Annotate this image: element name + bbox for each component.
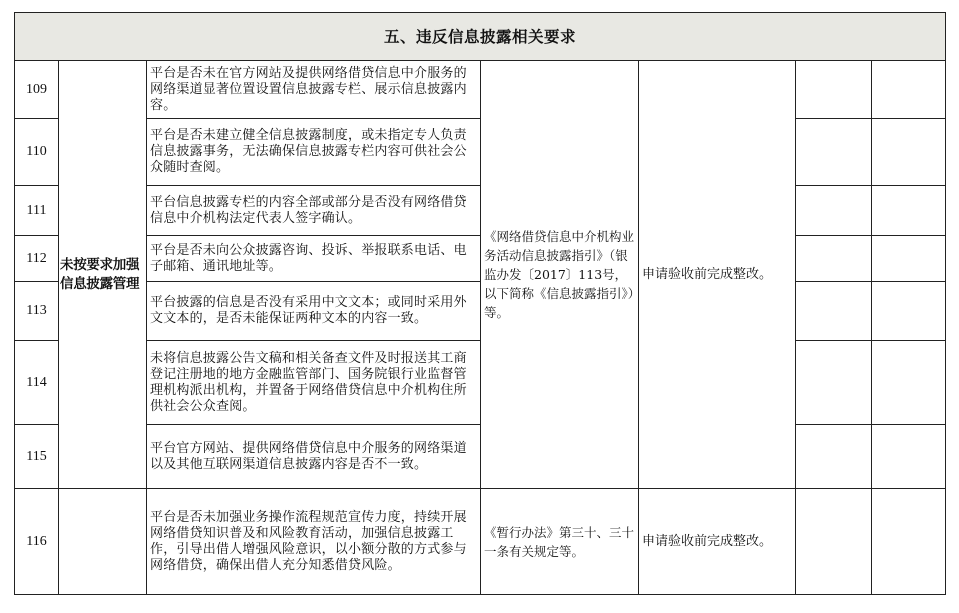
blank-cell [872,489,946,595]
blank-cell [796,186,872,236]
blank-cell [872,282,946,341]
table-row [15,489,946,595]
row-number: 113 [15,282,59,341]
blank-cell [796,61,872,119]
check-item: 平台信息披露专栏的内容全部或部分是否没有网络借贷信息中介机构法定代表人签字确认。 [147,186,481,236]
check-item: 平台披露的信息是否没有采用中文文本；或同时采用外文文本的，是否未能保证两种文本的内容一致。 [147,282,481,341]
section-title: 五、违反信息披露相关要求 [15,13,946,61]
blank-cell [872,425,946,489]
table-row [15,61,946,119]
check-item: 平台是否未在官方网站及提供网络借贷信息中介服务的网络渠道显著位置设置信息披露专栏、展示信息披露内容。 [147,61,481,119]
blank-cell [796,425,872,489]
legal-basis: 《网络借贷信息中介机构业务活动信息披露指引》（银监办发〔2017〕113号，以下简称《信息披露指引》）等。 [481,61,639,489]
blank-cell [872,341,946,425]
row-number: 115 [15,425,59,489]
check-item: 平台官方网站、提供网络借贷信息中介服务的网络渠道以及其他互联网渠道信息披露内容是否不一致。 [147,425,481,489]
checklist-document [14,12,945,595]
legal-basis: 《暂行办法》第三十、三十一条有关规定等。 [481,489,639,595]
check-item: 平台是否未建立健全信息披露制度，或未指定专人负责信息披露事务，无法确保信息披露专栏内容可供社会公众随时查阅。 [147,119,481,186]
category-cell-empty [59,489,147,595]
rectification-requirement: 申请验收前完成整改。 [639,489,796,595]
row-number: 109 [15,61,59,119]
row-number: 110 [15,119,59,186]
blank-cell [796,236,872,282]
table-row [15,186,946,236]
rectification-table [14,12,946,595]
table-row [15,425,946,489]
row-number: 116 [15,489,59,595]
row-number: 112 [15,236,59,282]
blank-cell [872,61,946,119]
row-number: 114 [15,341,59,425]
blank-cell [796,341,872,425]
blank-cell [796,489,872,595]
check-item: 平台是否未向公众披露咨询、投诉、举报联系电话、电子邮箱、通讯地址等。 [147,236,481,282]
check-item: 平台是否未加强业务操作流程规范宣传力度，持续开展网络借贷知识普及和风险教育活动，加强信息披露工作，引导出借人增强风险意识，以小额分散的方式参与网络借贷，确保出借人充分知悉借贷风险。 [147,489,481,595]
table-row [15,341,946,425]
table-row [15,282,946,341]
blank-cell [872,186,946,236]
blank-cell [796,282,872,341]
section-header-row [15,13,946,61]
row-number: 111 [15,186,59,236]
category-cell: 未按要求加强信息披露管理 [59,61,147,489]
check-item: 未将信息披露公告文稿和相关备查文件及时报送其工商登记注册地的地方金融监管部门、国务院银行业监督管理机构派出机构，并置备于网络借贷信息中介机构住所供社会公众查阅。 [147,341,481,425]
blank-cell [872,236,946,282]
table-row [15,119,946,186]
blank-cell [796,119,872,186]
rectification-requirement: 申请验收前完成整改。 [639,61,796,489]
blank-cell [872,119,946,186]
table-row [15,236,946,282]
